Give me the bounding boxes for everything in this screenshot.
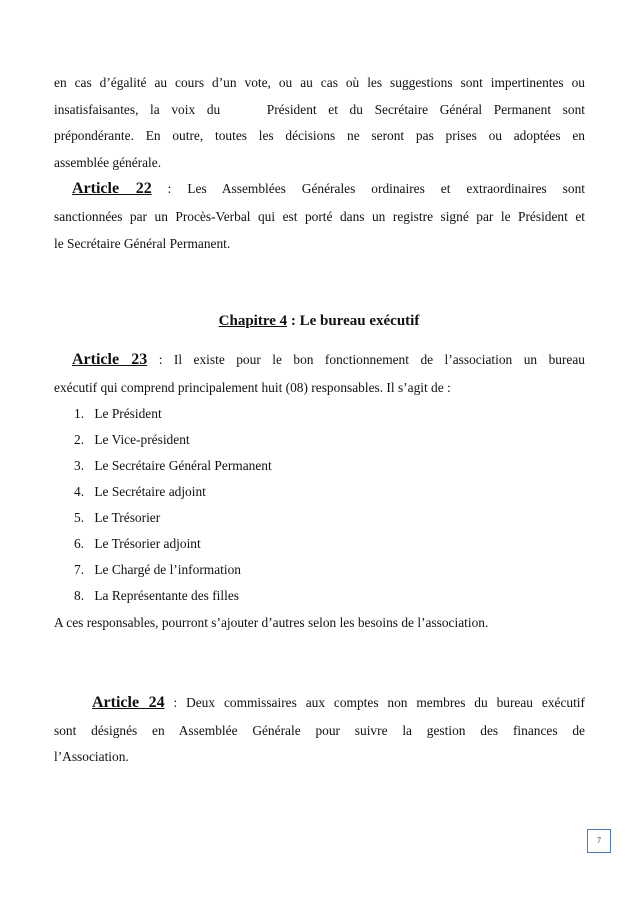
list-number: 3. xyxy=(74,458,85,473)
list-text: Le Secrétaire Général Permanent xyxy=(94,458,272,473)
article-23-heading: Article 23 xyxy=(72,351,148,368)
chapter-title: : Le bureau exécutif xyxy=(287,313,420,329)
list-item xyxy=(74,587,239,605)
list-item xyxy=(74,405,162,423)
paragraph-line: exécutif qui comprend principalement huit (08) responsables. Il s’agit de : xyxy=(54,380,451,395)
list-number: 1. xyxy=(74,406,85,421)
article-24-first-line xyxy=(92,694,585,712)
list-item xyxy=(74,457,272,475)
list-number: 6. xyxy=(74,536,85,551)
page-number: 7 xyxy=(587,829,611,853)
list-number: 8. xyxy=(74,588,85,603)
article-22-first-line xyxy=(72,180,585,198)
article-23-text: : Il existe pour le bon fonctionnement de l’association un bureau xyxy=(158,352,585,367)
list-number: 2. xyxy=(74,432,85,447)
list-number: 4. xyxy=(74,484,85,499)
list-item xyxy=(74,535,201,553)
chapter-heading xyxy=(0,311,638,331)
list-item xyxy=(74,483,206,501)
article-22-heading: Article 22 xyxy=(72,180,152,197)
list-item xyxy=(74,509,160,527)
article-23-first-line xyxy=(72,351,585,369)
paragraph-line: assemblée générale. xyxy=(54,155,162,170)
list-item xyxy=(74,431,190,449)
list-text: Le Secrétaire adjoint xyxy=(94,484,206,499)
list-text: Le Vice-président xyxy=(94,432,190,447)
article-24-text: : Deux commissaires aux comptes non membres du bureau exécutif xyxy=(173,695,585,710)
paragraph-line: insatisfaisantes, la voix du Président et du Secrétaire Général Permanent sont xyxy=(54,102,585,117)
list-text: Le Trésorier xyxy=(94,510,161,525)
paragraph-line: l’Association. xyxy=(54,749,129,764)
list-number: 7. xyxy=(74,562,85,577)
list-text: La Représentante des filles xyxy=(94,588,239,603)
article-24-heading: Article 24 xyxy=(92,694,165,711)
paragraph-line: sont désignés en Assemblée Générale pour suivre la gestion des finances de xyxy=(54,723,585,738)
list-text: Le Chargé de l’information xyxy=(94,562,241,577)
list-number: 5. xyxy=(74,510,85,525)
list-item xyxy=(74,561,241,579)
paragraph-line: prépondérante. En outre, toutes les décisions ne seront pas prises ou adoptées en xyxy=(54,128,585,143)
list-text: Le Trésorier adjoint xyxy=(94,536,201,551)
paragraph-line: A ces responsables, pourront s’ajouter d’autres selon les besoins de l’association. xyxy=(54,615,489,630)
paragraph-line: le Secrétaire Général Permanent. xyxy=(54,236,231,251)
paragraph-line: sanctionnées par un Procès-Verbal qui est porté dans un registre signé par le Président et xyxy=(54,209,585,224)
chapter-label: Chapitre 4 xyxy=(218,313,288,329)
paragraph-line: en cas d’égalité au cours d’un vote, ou au cas où les suggestions sont impertinentes ou xyxy=(54,75,585,90)
article-22-text: : Les Assemblées Générales ordinaires et extraordinaires sont xyxy=(167,181,585,196)
list-text: Le Président xyxy=(94,406,162,421)
